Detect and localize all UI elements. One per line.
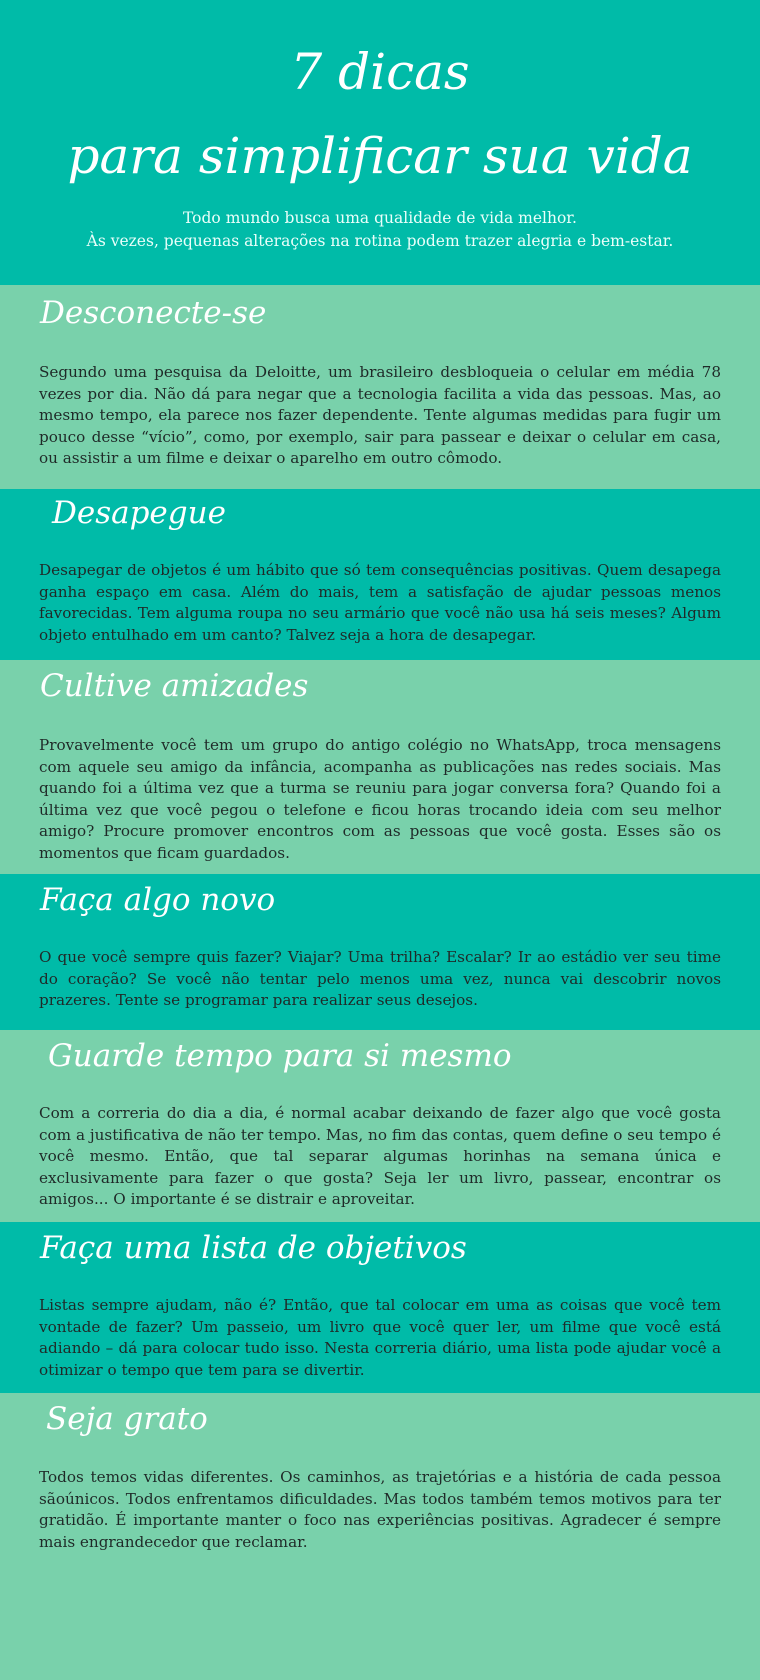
section-body: Desapegar de objetos é um hábito que só tem consequências positivas. Quem desapega ganha espaço em casa. Além do mais, tem a satisfação de ajudar pessoas menos favorecidas. Tem alguma roupa no seu armário que você não usa há seis meses? Algum objeto entulhado em um canto? Talvez seja a hora de desapegar. [39,561,721,644]
section-desconecte-se [0,285,760,489]
section-title: Guarde tempo para si mesmo [48,1038,512,1074]
main-title-line1: 7 dicas [290,43,470,101]
section-seja-grato [0,1393,760,1680]
header-banner [0,0,760,285]
section-title: Faça algo novo [40,882,276,918]
section-title: Faça uma lista de objetivos [40,1230,467,1266]
section-title: Desconecte-se [40,295,267,331]
section-faca-algo-novo [0,874,760,1030]
section-lista-objetivos [0,1222,760,1393]
section-body: Todos temos vidas diferentes. Os caminhos, as trajetórias e a história de cada pessoa sãoúnicos. Todos enfrentamos dificuldades. Mas todos também temos motivos para ter gratidão. É importante manter o foco nas experiências positivas. Agradecer é sempre mais engrandecedor que reclamar. [39,1468,721,1551]
intro-line2: Às vezes, pequenas alterações na rotina podem trazer alegria e bem-estar. [86,232,674,250]
section-guarde-tempo [0,1030,760,1222]
section-body: Segundo uma pesquisa da Deloitte, um brasileiro desbloqueia o celular em média 78 vezes por dia. Não dá para negar que a tecnologia facilita a vida das pessoas. Mas, ao mesmo tempo, ela parece nos fazer dependente. Tente algumas medidas para fugir um pouco desse “vício”, como, por exemplo, sair para passear e deixar o celular em casa, ou assistir a um filme e deixar o aparelho em outro cômodo. [39,363,721,467]
section-title: Desapegue [52,495,226,531]
section-title: Cultive amizades [40,668,309,704]
section-body: Listas sempre ajudam, não é? Então, que tal colocar em uma as coisas que você tem vontade de fazer? Um passeio, um livro que você quer ler, um filme que você está adiando – dá para colocar tudo isso. Nesta correria diário, uma lista pode ajudar você a otimizar o tempo que tem para se divertir. [39,1296,721,1379]
section-cultive-amizades [0,660,760,874]
intro-line1: Todo mundo busca uma qualidade de vida melhor. [183,209,577,227]
section-title: Seja grato [46,1401,208,1437]
intro-text [0,207,760,253]
section-body: O que você sempre quis fazer? Viajar? Uma trilha? Escalar? Ir ao estádio ver seu time do coração? Se você não tentar pelo menos uma vez, nunca vai descobrir novos prazeres. Tente se programar para realizar seus desejos. [39,948,721,1009]
section-desapegue [0,489,760,660]
section-body: Com a correria do dia a dia, é normal acabar deixando de fazer algo que você gosta com a justificativa de não ter tempo. Mas, no fim das contas, quem define o seu tempo é você mesmo. Então, que tal separar algumas horinhas na semana única e exclusivamente para fazer o que gosta? Seja ler um livro, passear, encontrar os amigos... O importante é se distrair e aproveitar. [39,1104,721,1208]
section-body: Provavelmente você tem um grupo do antigo colégio no WhatsApp, troca mensagens com aquele seu amigo da infância, acompanha as publicações nas redes sociais. Mas quando foi a última vez que a turma se reuniu para jogar conversa fora? Quando foi a última vez que você pegou o telefone e ficou horas trocando ideia com seu melhor amigo? Procure promover encontros com as pessoas que você gosta. Esses são os momentos que ficam guardados. [39,736,721,862]
main-title-line2: para simplificar sua vida [67,127,693,185]
